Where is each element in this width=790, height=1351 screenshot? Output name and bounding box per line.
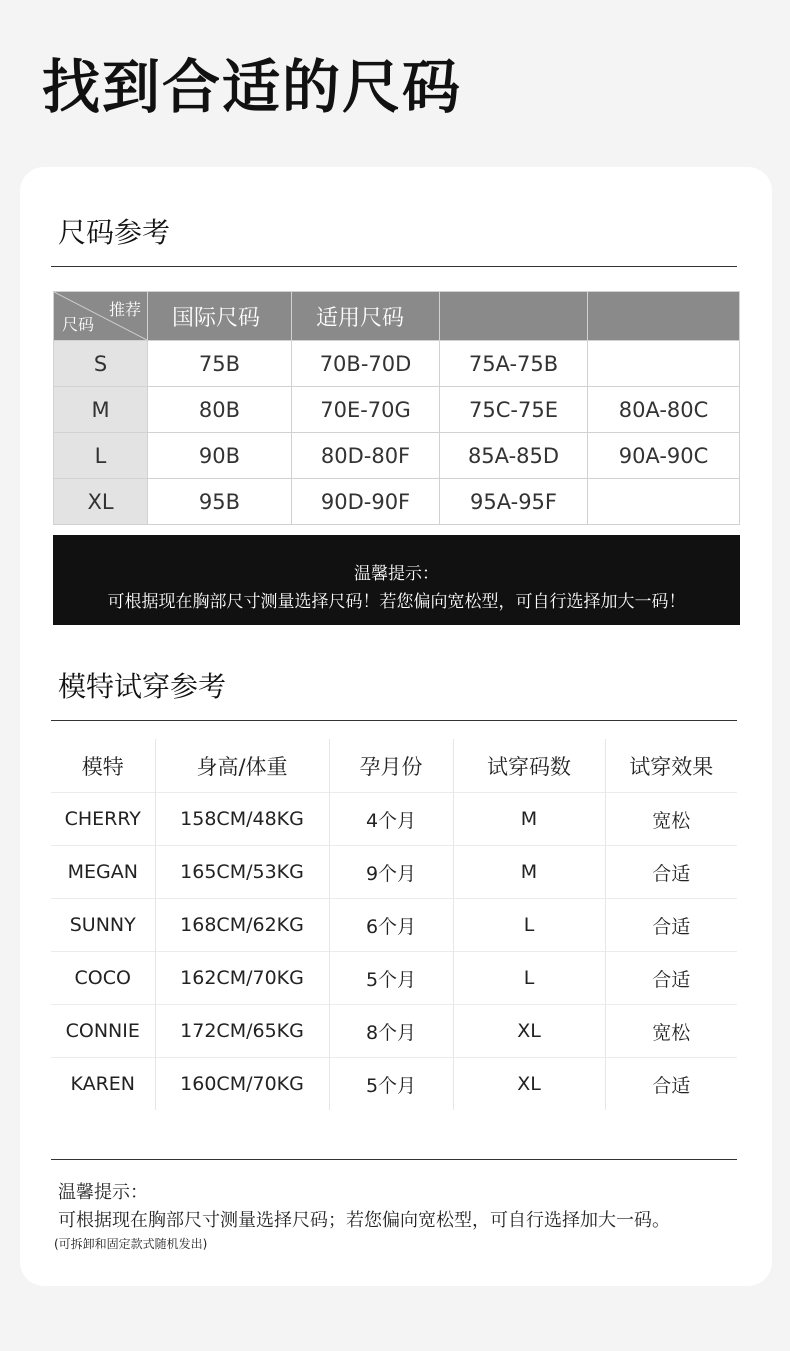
tip-text: 可根据现在胸部尺寸测量选择尺码！若您偏向宽松型，可自行选择加大一码！: [107, 592, 686, 612]
table-row: [51, 1058, 737, 1111]
bottom-tip: [54, 1179, 670, 1253]
model-name: MEGAN: [51, 846, 155, 899]
pregnancy-month: 9个月: [329, 846, 453, 899]
header-model: 模特: [81, 754, 124, 779]
model-table-header-row: [51, 739, 737, 793]
intl-size-cell: 95B: [148, 479, 292, 525]
table-row: [54, 387, 740, 433]
fit-result: 合适: [605, 952, 737, 1005]
trial-size: L: [453, 899, 605, 952]
table-row: [51, 899, 737, 952]
pregnancy-month: 4个月: [329, 793, 453, 846]
trial-size: M: [453, 846, 605, 899]
table-row: [51, 846, 737, 899]
height-weight: 165CM/53KG: [155, 846, 329, 899]
fit-result: 宽松: [605, 793, 737, 846]
size-cell: S: [54, 341, 148, 387]
size-cell: M: [54, 387, 148, 433]
model-name: COCO: [51, 952, 155, 1005]
pregnancy-month: 6个月: [329, 899, 453, 952]
table-row: [54, 433, 740, 479]
table-row: [51, 952, 737, 1005]
model-name: CHERRY: [51, 793, 155, 846]
size-table-header-row: [54, 292, 740, 341]
trial-size: L: [453, 952, 605, 1005]
fit-result: 宽松: [605, 1005, 737, 1058]
height-weight: 158CM/48KG: [155, 793, 329, 846]
fit-size-cell: 90D-90F: [292, 479, 440, 525]
bottom-tip-title: 温馨提示：: [58, 1182, 148, 1203]
model-fit-table: [51, 739, 737, 1110]
fit-size-cell: 80D-80F: [292, 433, 440, 479]
header-fit-result: 试穿效果: [605, 739, 737, 793]
fit-size-cell: 80A-80C: [588, 387, 740, 433]
model-section-title: 模特试穿参考: [58, 670, 227, 703]
fit-result: 合适: [605, 846, 737, 899]
divider: [51, 720, 737, 721]
corner-size-label: 尺码: [62, 315, 95, 334]
fit-size-cell: 95A-95F: [440, 479, 588, 525]
fit-size-cell: [588, 341, 740, 387]
size-section-title: 尺码参考: [58, 216, 171, 249]
header-blank: [440, 292, 588, 341]
fit-size-cell: 75C-75E: [440, 387, 588, 433]
table-row: [51, 1005, 737, 1058]
trial-size: XL: [453, 1058, 605, 1111]
intl-size-cell: 90B: [148, 433, 292, 479]
pregnancy-month: 8个月: [329, 1005, 453, 1058]
fit-size-cell: 75A-75B: [440, 341, 588, 387]
corner-cell: [54, 292, 148, 341]
header-blank: [588, 292, 740, 341]
table-row: [54, 479, 740, 525]
corner-recommend-label: 推荐: [108, 300, 141, 319]
model-name: SUNNY: [51, 899, 155, 952]
fit-size-cell: [588, 479, 740, 525]
model-name: KAREN: [51, 1058, 155, 1111]
size-reference-table: [53, 291, 740, 525]
page-title: 找到合适的尺码: [42, 53, 463, 121]
header-pregnancy-month: 孕月份: [329, 739, 453, 793]
fit-size-cell: 70E-70G: [292, 387, 440, 433]
trial-size: M: [453, 793, 605, 846]
tip-title: 温馨提示：: [354, 564, 439, 584]
bottom-tip-text: 可根据现在胸部尺寸测量选择尺码；若您偏向宽松型，可自行选择加大一码。: [58, 1210, 670, 1231]
fit-result: 合适: [605, 1058, 737, 1111]
divider: [51, 1159, 737, 1160]
fit-size-cell: 70B-70D: [292, 341, 440, 387]
height-weight: 172CM/65KG: [155, 1005, 329, 1058]
table-row: [51, 793, 737, 846]
table-row: [54, 341, 740, 387]
size-cell: L: [54, 433, 148, 479]
header-fit-size: 适用尺码: [292, 292, 440, 341]
height-weight: 168CM/62KG: [155, 899, 329, 952]
fit-size-cell: 85A-85D: [440, 433, 588, 479]
header-intl-size: 国际尺码: [148, 292, 292, 341]
bottom-tip-note: (可拆卸和固定款式随机发出): [54, 1237, 208, 1251]
header-height-weight: 身高/体重: [155, 739, 329, 793]
height-weight: 160CM/70KG: [155, 1058, 329, 1111]
header-trial-size: 试穿码数: [453, 739, 605, 793]
size-guide-card: [20, 167, 772, 1286]
trial-size: XL: [453, 1005, 605, 1058]
intl-size-cell: 80B: [148, 387, 292, 433]
pregnancy-month: 5个月: [329, 952, 453, 1005]
size-cell: XL: [54, 479, 148, 525]
intl-size-cell: 75B: [148, 341, 292, 387]
model-name: CONNIE: [51, 1005, 155, 1058]
fit-size-cell: 90A-90C: [588, 433, 740, 479]
pregnancy-month: 5个月: [329, 1058, 453, 1111]
divider: [51, 266, 737, 267]
size-tip-banner: [53, 535, 740, 625]
fit-result: 合适: [605, 899, 737, 952]
height-weight: 162CM/70KG: [155, 952, 329, 1005]
